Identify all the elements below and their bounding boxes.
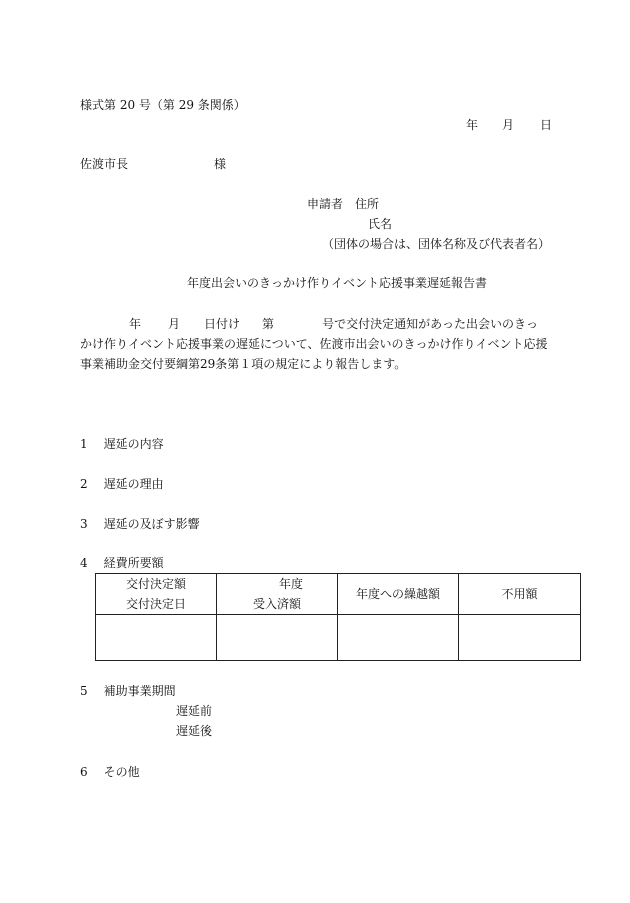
item-number: 5 — [80, 684, 88, 698]
table-row — [96, 615, 581, 661]
expense-table — [95, 573, 581, 661]
body-no: 第 — [262, 317, 275, 331]
item-6 — [80, 765, 140, 779]
body-day: 日付け — [204, 317, 241, 331]
date-year: 年 — [466, 118, 479, 132]
header-unused: 不用額 — [501, 587, 538, 601]
header-cell — [217, 574, 338, 615]
header-cell — [459, 574, 581, 615]
table-cell[interactable] — [96, 615, 217, 661]
body-rest: 号で交付決定通知があった出会いのきっ — [322, 317, 538, 331]
header-carryover: 年度への繰越額 — [355, 587, 440, 601]
item-label: 経費所要額 — [103, 556, 164, 570]
item-number: 1 — [80, 437, 88, 451]
body-line-2: かけ作りイベント応援事業の遅延について、佐渡市出会いのきっかけ作りイベント応援 — [80, 337, 548, 351]
item-label: 遅延の内容 — [103, 437, 164, 451]
header-cell — [338, 574, 459, 615]
item-label: その他 — [103, 765, 140, 779]
item-number: 2 — [80, 477, 88, 491]
body-line-3: 事業補助金交付要綱第29条第１項の規定により報告します。 — [80, 357, 407, 371]
applicant-address-label: 住所 — [355, 197, 380, 211]
applicant-label: 申請者 — [307, 197, 344, 211]
item-3 — [80, 517, 200, 531]
applicant-name-label: 氏名 — [368, 217, 393, 231]
body-paragraph — [80, 314, 560, 374]
item-5 — [80, 684, 176, 698]
body-line-1 — [80, 314, 560, 334]
item-1 — [80, 437, 164, 451]
item-number: 4 — [80, 556, 88, 570]
header-grant-amount: 交付決定額 — [125, 577, 186, 591]
item-label: 遅延の理由 — [103, 477, 164, 491]
header-grant-date: 交付決定日 — [125, 597, 186, 611]
addressee-name: 佐渡市長 — [80, 157, 129, 171]
table-cell[interactable] — [459, 615, 581, 661]
item-label: 補助事業期間 — [103, 684, 176, 698]
body-year: 年 — [129, 317, 142, 331]
table-cell[interactable] — [338, 615, 459, 661]
item-number: 3 — [80, 517, 88, 531]
item-2 — [80, 477, 164, 491]
period-before-label: 遅延前 — [176, 704, 213, 718]
item-number: 6 — [80, 765, 88, 779]
table-cell[interactable] — [217, 615, 338, 661]
item-label: 遅延の及ぼす影響 — [103, 517, 200, 531]
period-after-label: 遅延後 — [176, 724, 213, 738]
header-fiscal-year: 年度 — [278, 577, 303, 591]
form-number: 様式第 20 号（第 29 条関係） — [80, 98, 246, 112]
date-month: 月 — [502, 118, 515, 132]
applicant-note: （団体の場合は、団体名称及び代表者名） — [322, 237, 551, 251]
addressee-honorific: 様 — [214, 157, 227, 171]
date-day: 日 — [540, 118, 553, 132]
header-cell — [96, 574, 217, 615]
body-month: 月 — [168, 317, 181, 331]
table-header-row — [96, 574, 581, 615]
header-received-amount: 受入済額 — [252, 597, 301, 611]
document-title: 年度出会いのきっかけ作りイベント応援事業遅延報告書 — [187, 276, 488, 290]
item-4 — [80, 556, 164, 570]
